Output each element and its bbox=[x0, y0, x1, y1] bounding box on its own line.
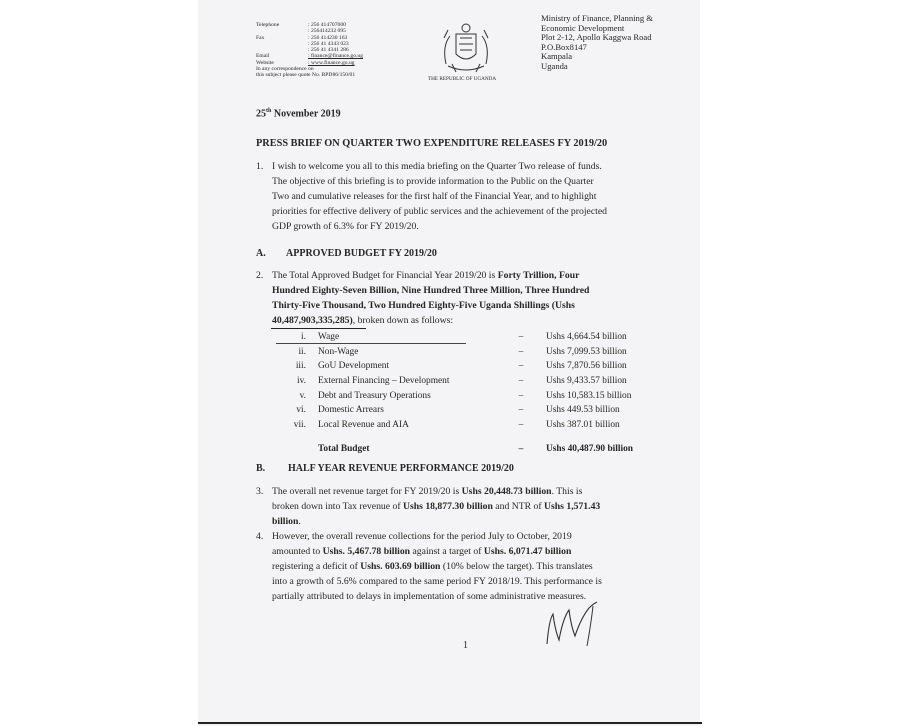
wage-row-rule bbox=[276, 343, 466, 344]
paragraph-3: 3. The overall net revenue target for FY 2019/20 is Ushs 20,448.73 billion. This is broken down into Tax revenue of Ushs 18,877.30 billion and NTR of Ushs 1,571.43 billion. bbox=[256, 486, 601, 527]
paragraph-2: 2. The Total Approved Budget for Financial Year 2019/20 is Forty Trillion, Four Hundred Eighty-Seven Billion, Nine Hundred Three Million, Three Hundred Thirty-Five Thousand, Two Hundred Eighty-Five Uganda Shillings (Ushs 40,487,903,335,285), broken down as follows: bbox=[256, 270, 590, 326]
table-row: ii. Non-Wage – Ushs 7,099.53 billion bbox=[298, 346, 627, 357]
table-row: iii. GoU Development – Ushs 7,870.56 billion bbox=[295, 361, 627, 372]
bottom-rule bbox=[198, 722, 702, 724]
contact-telephone: Telephone : 256 414707000 : 256414232 095 bbox=[256, 22, 346, 35]
page-number: 1 bbox=[463, 640, 468, 651]
correspondence-reference: this subject please quote No. BPD86/150/01 bbox=[256, 72, 356, 79]
signature bbox=[541, 600, 611, 650]
table-row: i. Wage – Ushs 4,664.54 billion bbox=[301, 332, 627, 343]
contact-website: Website : www.finance.go.ug bbox=[256, 59, 355, 66]
table-row: vii. Local Revenue and AIA – Ushs 387.01 billion bbox=[293, 419, 620, 430]
emblem-caption: THE REPUBLIC OF UGANDA bbox=[428, 76, 497, 82]
coat-of-arms-icon bbox=[430, 20, 502, 76]
document-page bbox=[198, 0, 700, 726]
paragraph-4: 4. However, the overall revenue collections for the period July to October, 2019 amounted to Ushs. 5,467.78 billion against a target of Ushs. 6,071.47 billion registering a deficit of Ushs. 603.69 billion (10% below the target). This translates into a growth of 5.6% compared to the same period FY 2018/19. This performance is partially attributed to delays in implementation of some administrative measures. bbox=[256, 531, 602, 602]
table-row: iv. External Financing – Development – Ushs 9,433.57 billion bbox=[296, 376, 627, 387]
table-row: vi. Domestic Arrears – Ushs 449.53 billion bbox=[296, 405, 620, 416]
contact-fax: Fax : 256 414230 163 : 256 41 4343 023 : 256 41 4341 286 bbox=[256, 34, 349, 54]
contact-email: Email : finance@finance.go.ug bbox=[256, 53, 364, 60]
table-row-total: Total Budget – Ushs 40,487.90 billion bbox=[318, 444, 634, 455]
budget-breakdown-table bbox=[276, 330, 666, 460]
email-link[interactable]: : finance@finance.go.ug bbox=[308, 53, 364, 60]
signature-icon bbox=[541, 600, 611, 650]
section-b-heading: B. HALF YEAR REVENUE PERFORMANCE 2019/20 bbox=[256, 463, 514, 474]
page-title: PRESS BRIEF ON QUARTER TWO EXPENDITURE RELEASES FY 2019/20 bbox=[256, 138, 608, 149]
contact-block bbox=[256, 22, 363, 79]
section-a-heading: A. APPROVED BUDGET FY 2019/20 bbox=[256, 248, 437, 259]
paragraph-1: 1. I wish to welcome you all to this media briefing on the Quarter Two release of funds. The objective of this briefing is to provide information to the Public on the Quarter Two and cumulative releases for the first half of the Financial Year, and to highlight priorities for effective delivery of public services and the achievement of the projected GDP growth of 6.3% for FY 2019/20. bbox=[256, 161, 607, 232]
ministry-address: Ministry of Finance, Planning & Economic Development Plot 2-12, Apollo Kaggwa Road P.O.Box8147 Kampala Uganda bbox=[541, 13, 653, 71]
correspondence-line-1: In any correspondence on bbox=[256, 66, 314, 73]
table-row: v. Debt and Treasury Operations – Ushs 10,583.15 billion bbox=[299, 390, 632, 401]
amount-underline bbox=[271, 328, 366, 329]
coat-of-arms-emblem bbox=[430, 20, 502, 76]
document-date: 25th November 2019 bbox=[256, 108, 341, 120]
website-link[interactable]: : www.finance.go.ug bbox=[308, 59, 355, 66]
